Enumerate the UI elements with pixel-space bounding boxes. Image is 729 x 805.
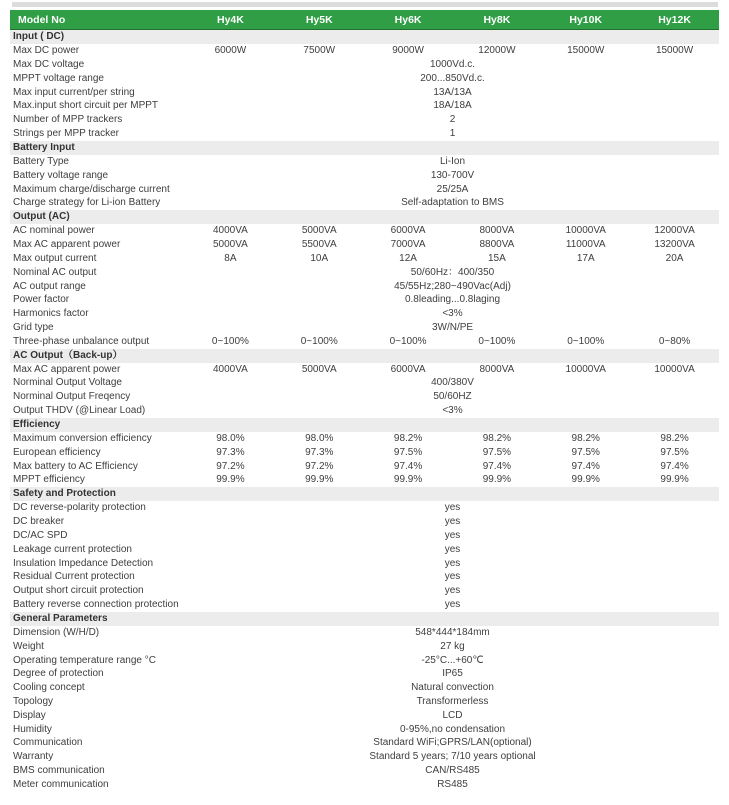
table-row: [10, 127, 719, 141]
spec-label: MPPT voltage range: [13, 72, 104, 84]
spec-label: Battery voltage range: [13, 169, 109, 181]
spec-value: 97.2%: [216, 460, 245, 472]
model-column-header: Hy4K: [186, 10, 275, 30]
spec-label: Meter communication: [13, 778, 109, 790]
table-row: [10, 224, 719, 238]
spec-value: 97.5%: [482, 446, 512, 458]
table-row: [10, 196, 719, 210]
spec-label: DC breaker: [13, 516, 65, 528]
spec-value: Self-adaptation to BMS: [401, 197, 504, 209]
spec-value: Standard WiFi;GPRS/LAN(optional): [373, 737, 532, 749]
spec-value: 99.9%: [305, 474, 334, 486]
spec-label: Topology: [13, 695, 54, 707]
spec-value: 99.9%: [571, 474, 600, 486]
table-row: [10, 570, 719, 584]
table-row: [10, 473, 719, 487]
spec-value: 12000VA: [654, 225, 695, 237]
section-header-row: [10, 349, 719, 363]
spec-label: Operating temperature range °C: [13, 654, 156, 666]
spec-label: Battery reverse connection protection: [13, 599, 179, 611]
section-header-row: [10, 30, 719, 45]
spec-label: Output short circuit protection: [13, 585, 144, 597]
table-row: [10, 584, 719, 598]
spec-value: yes: [444, 516, 461, 528]
spec-value: Natural convection: [411, 682, 494, 694]
table-row: [10, 764, 719, 778]
spec-value: 25/25A: [436, 183, 469, 195]
spec-value: 97.4%: [660, 460, 689, 472]
spec-value: 98.2%: [482, 433, 512, 445]
spec-label: Norminal Output Voltage: [13, 377, 122, 389]
spec-label: Power factor: [13, 294, 70, 306]
table-row: [10, 750, 719, 764]
spec-value: 6000W: [214, 45, 247, 57]
model-column-header: Hy6K: [364, 10, 453, 30]
spec-value: 4000VA: [212, 225, 248, 237]
model-column-header: Hy8K: [452, 10, 541, 30]
spec-label: Number of MPP trackers: [13, 114, 123, 126]
spec-label: Insulation Impedance Detection: [13, 557, 154, 569]
table-row: [10, 543, 719, 557]
section-title: General Parameters: [10, 612, 719, 626]
spec-value: 18A/18A: [433, 100, 472, 112]
spec-value: 97.3%: [305, 446, 334, 458]
spec-label: Max DC power: [13, 45, 80, 57]
spec-value: Transformerless: [416, 695, 489, 707]
spec-value: 10000VA: [565, 225, 606, 237]
spec-value: 6000VA: [390, 363, 426, 375]
spec-value: 0~100%: [389, 335, 427, 347]
section-title: Safety and Protection: [10, 487, 719, 501]
table-row: [10, 515, 719, 529]
spec-value: 400/380V: [431, 377, 474, 389]
spec-value: 0~100%: [478, 335, 516, 347]
model-no-header: Model No: [10, 10, 186, 30]
spec-value: yes: [444, 502, 461, 514]
spec-value: 20A: [665, 252, 684, 264]
spec-value: 15000W: [567, 45, 605, 57]
spec-value: 5000VA: [212, 239, 248, 251]
table-row: [10, 321, 719, 335]
table-row: [10, 307, 719, 321]
spec-value: 15A: [488, 252, 506, 264]
section-title: Efficiency: [10, 418, 719, 432]
section-title: AC Output（Back-up）: [10, 349, 719, 363]
model-header-row: [10, 10, 719, 30]
spec-label: Maximum conversion efficiency: [13, 433, 152, 445]
spec-value: -25°C...+60℃: [421, 654, 484, 666]
model-column-header: Hy10K: [541, 10, 630, 30]
spec-label: Warranty: [13, 751, 54, 763]
spec-value: 0.8leading...0.8laging: [404, 294, 501, 306]
table-row: [10, 404, 719, 418]
spec-label: Communication: [13, 737, 83, 749]
table-row: [10, 695, 719, 709]
spec-value: 97.5%: [660, 446, 689, 458]
spec-value: 99.9%: [393, 474, 423, 486]
table-row: [10, 252, 719, 266]
table-row: [10, 58, 719, 72]
spec-value: 6000VA: [390, 225, 426, 237]
spec-table-container: [10, 10, 719, 792]
spec-value: 97.4%: [482, 460, 512, 472]
spec-label: Norminal Output Freqency: [13, 391, 131, 403]
table-row: [10, 723, 719, 737]
table-row: [10, 238, 719, 252]
table-row: [10, 778, 719, 792]
spec-label: Cooling concept: [13, 682, 85, 694]
spec-value: 97.2%: [305, 460, 334, 472]
spec-label: Weight: [13, 640, 44, 652]
table-row: [10, 335, 719, 349]
spec-label: Max AC apparent power: [13, 239, 121, 251]
spec-value: 97.3%: [216, 446, 245, 458]
spec-value: 98.0%: [305, 433, 334, 445]
spec-value: 99.9%: [660, 474, 689, 486]
spec-label: Max output current: [13, 252, 97, 264]
spec-value: 11000VA: [565, 239, 606, 251]
table-row: [10, 86, 719, 100]
spec-value: 98.0%: [216, 433, 245, 445]
table-row: [10, 169, 719, 183]
spec-value: LCD: [442, 709, 463, 721]
table-row: [10, 709, 719, 723]
spec-value: 9000W: [392, 45, 424, 57]
spec-table: [10, 10, 719, 792]
spec-value: 97.5%: [571, 446, 600, 458]
section-title: Input ( DC): [10, 30, 719, 45]
spec-value: <3%: [442, 308, 463, 320]
spec-value: 98.2%: [393, 433, 423, 445]
spec-value: 97.4%: [393, 460, 423, 472]
section-header-row: [10, 141, 719, 155]
table-row: [10, 44, 719, 58]
spec-value: IP65: [442, 668, 463, 680]
section-header-row: [10, 210, 719, 224]
spec-value: yes: [444, 599, 461, 611]
spec-value: 0-95%,no condensation: [399, 723, 506, 735]
spec-value: 50/60Hz：400/350: [410, 266, 495, 278]
table-row: [10, 681, 719, 695]
spec-value: 548*444*184mm: [415, 627, 490, 638]
table-row: [10, 654, 719, 668]
table-row: [10, 280, 719, 294]
table-row: [10, 99, 719, 113]
spec-label: Leakage current protection: [13, 543, 132, 555]
spec-value: Standard 5 years; 7/10 years optional: [369, 751, 536, 763]
spec-value: 27 kg: [440, 640, 465, 652]
spec-value: 10A: [310, 252, 329, 264]
spec-label: Output THDV (@Linear Load): [13, 405, 146, 417]
spec-value: 200...850Vd.c.: [420, 72, 485, 84]
spec-label: Three-phase unbalance output: [13, 335, 150, 347]
spec-value: 98.2%: [660, 433, 689, 445]
section-title: Battery Input: [10, 141, 719, 155]
spec-value: 2: [449, 114, 456, 126]
table-row: [10, 266, 719, 280]
section-title: Output (AC): [10, 210, 719, 224]
spec-label: Battery Type: [13, 155, 69, 167]
spec-label: Maximum charge/discharge current: [13, 183, 170, 195]
spec-value: 45/55Hz;280~490Vac(Adj): [394, 280, 511, 292]
spec-value: <3%: [442, 405, 463, 417]
spec-value: 8A: [224, 252, 237, 264]
spec-table-body: [10, 30, 719, 792]
spec-value: yes: [444, 585, 461, 597]
spec-value: yes: [444, 543, 461, 555]
table-row: [10, 626, 719, 640]
section-header-row: [10, 418, 719, 432]
spec-value: 0~100%: [300, 335, 338, 347]
spec-value: 98.2%: [571, 433, 600, 445]
spec-value: 0~100%: [567, 335, 605, 347]
table-row: [10, 432, 719, 446]
spec-value: 15000W: [655, 45, 694, 57]
table-row: [10, 640, 719, 654]
spec-label: Display: [13, 709, 46, 721]
top-divider: [12, 2, 718, 7]
spec-label: Charge strategy for Li-ion Battery: [13, 197, 161, 209]
spec-value: 5500VA: [301, 239, 337, 251]
spec-label: DC/AC SPD: [13, 530, 68, 542]
spec-label: MPPT efficiency: [13, 474, 85, 486]
spec-label: Max DC voltage: [13, 58, 85, 70]
spec-value: CAN/RS485: [425, 764, 480, 776]
spec-label: European efficiency: [13, 446, 101, 458]
spec-value: RS485: [437, 778, 468, 790]
spec-label: Max.input short circuit per MPPT: [13, 100, 159, 112]
spec-value: 3W/N/PE: [431, 321, 474, 333]
spec-value: yes: [444, 571, 461, 583]
spec-value: 17A: [576, 252, 595, 264]
spec-value: 13200VA: [654, 239, 695, 251]
spec-value: 7500W: [303, 45, 336, 57]
table-row: [10, 736, 719, 750]
table-row: [10, 183, 719, 197]
spec-value: 13A/13A: [433, 86, 472, 98]
spec-label: Max battery to AC Efficiency: [13, 460, 138, 472]
spec-value: 12000W: [478, 45, 516, 57]
spec-label: Strings per MPP tracker: [13, 127, 119, 139]
spec-label: Grid type: [13, 321, 54, 333]
spec-label: Dimension (W/H/D): [13, 627, 100, 638]
spec-label: Max input current/per string: [13, 86, 135, 98]
table-row: [10, 113, 719, 127]
spec-label: Max AC apparent power: [13, 363, 121, 375]
spec-value: 7000VA: [390, 239, 426, 251]
spec-value: 97.4%: [571, 460, 600, 472]
table-row: [10, 667, 719, 681]
spec-value: 50/60HZ: [433, 391, 472, 403]
table-row: [10, 598, 719, 612]
table-row: [10, 363, 719, 377]
spec-label: DC reverse-polarity protection: [13, 502, 146, 514]
table-row: [10, 293, 719, 307]
spec-value: 0~100%: [211, 335, 249, 347]
spec-value: 5000VA: [301, 225, 337, 237]
spec-value: 0~80%: [658, 335, 691, 347]
spec-label: Humidity: [13, 723, 52, 735]
spec-label: Harmonics factor: [13, 308, 89, 320]
table-row: [10, 460, 719, 474]
spec-label: Residual Current protection: [13, 571, 135, 583]
spec-value: 97.5%: [393, 446, 423, 458]
table-row: [10, 390, 719, 404]
spec-value: 10000VA: [654, 363, 695, 375]
spec-value: 4000VA: [212, 363, 248, 375]
spec-value: yes: [444, 530, 461, 542]
spec-value: 99.9%: [216, 474, 245, 486]
spec-value: Li-Ion: [439, 155, 465, 167]
spec-value: yes: [444, 557, 461, 569]
table-row: [10, 376, 719, 390]
model-column-header: Hy5K: [275, 10, 364, 30]
spec-value: 5000VA: [301, 363, 337, 375]
spec-value: 8000VA: [479, 225, 515, 237]
spec-value: 130-700V: [430, 169, 475, 181]
section-header-row: [10, 612, 719, 626]
spec-value: 8800VA: [479, 239, 515, 251]
table-row: [10, 155, 719, 169]
table-row: [10, 501, 719, 515]
spec-value: 1000Vd.c.: [429, 58, 476, 70]
spec-label: Nominal AC output: [13, 266, 97, 278]
spec-label: Degree of protection: [13, 668, 104, 680]
spec-label: AC nominal power: [13, 225, 95, 237]
spec-value: 12A: [399, 252, 417, 264]
table-row: [10, 72, 719, 86]
spec-value: 10000VA: [565, 363, 606, 375]
spec-value: 8000VA: [479, 363, 515, 375]
table-row: [10, 529, 719, 543]
model-column-header: Hy12K: [630, 10, 719, 30]
spec-value: 99.9%: [482, 474, 512, 486]
spec-label: BMS communication: [13, 764, 105, 776]
spec-label: AC output range: [13, 280, 86, 292]
table-row: [10, 446, 719, 460]
spec-value: 1: [449, 127, 456, 139]
section-header-row: [10, 487, 719, 501]
table-row: [10, 557, 719, 571]
